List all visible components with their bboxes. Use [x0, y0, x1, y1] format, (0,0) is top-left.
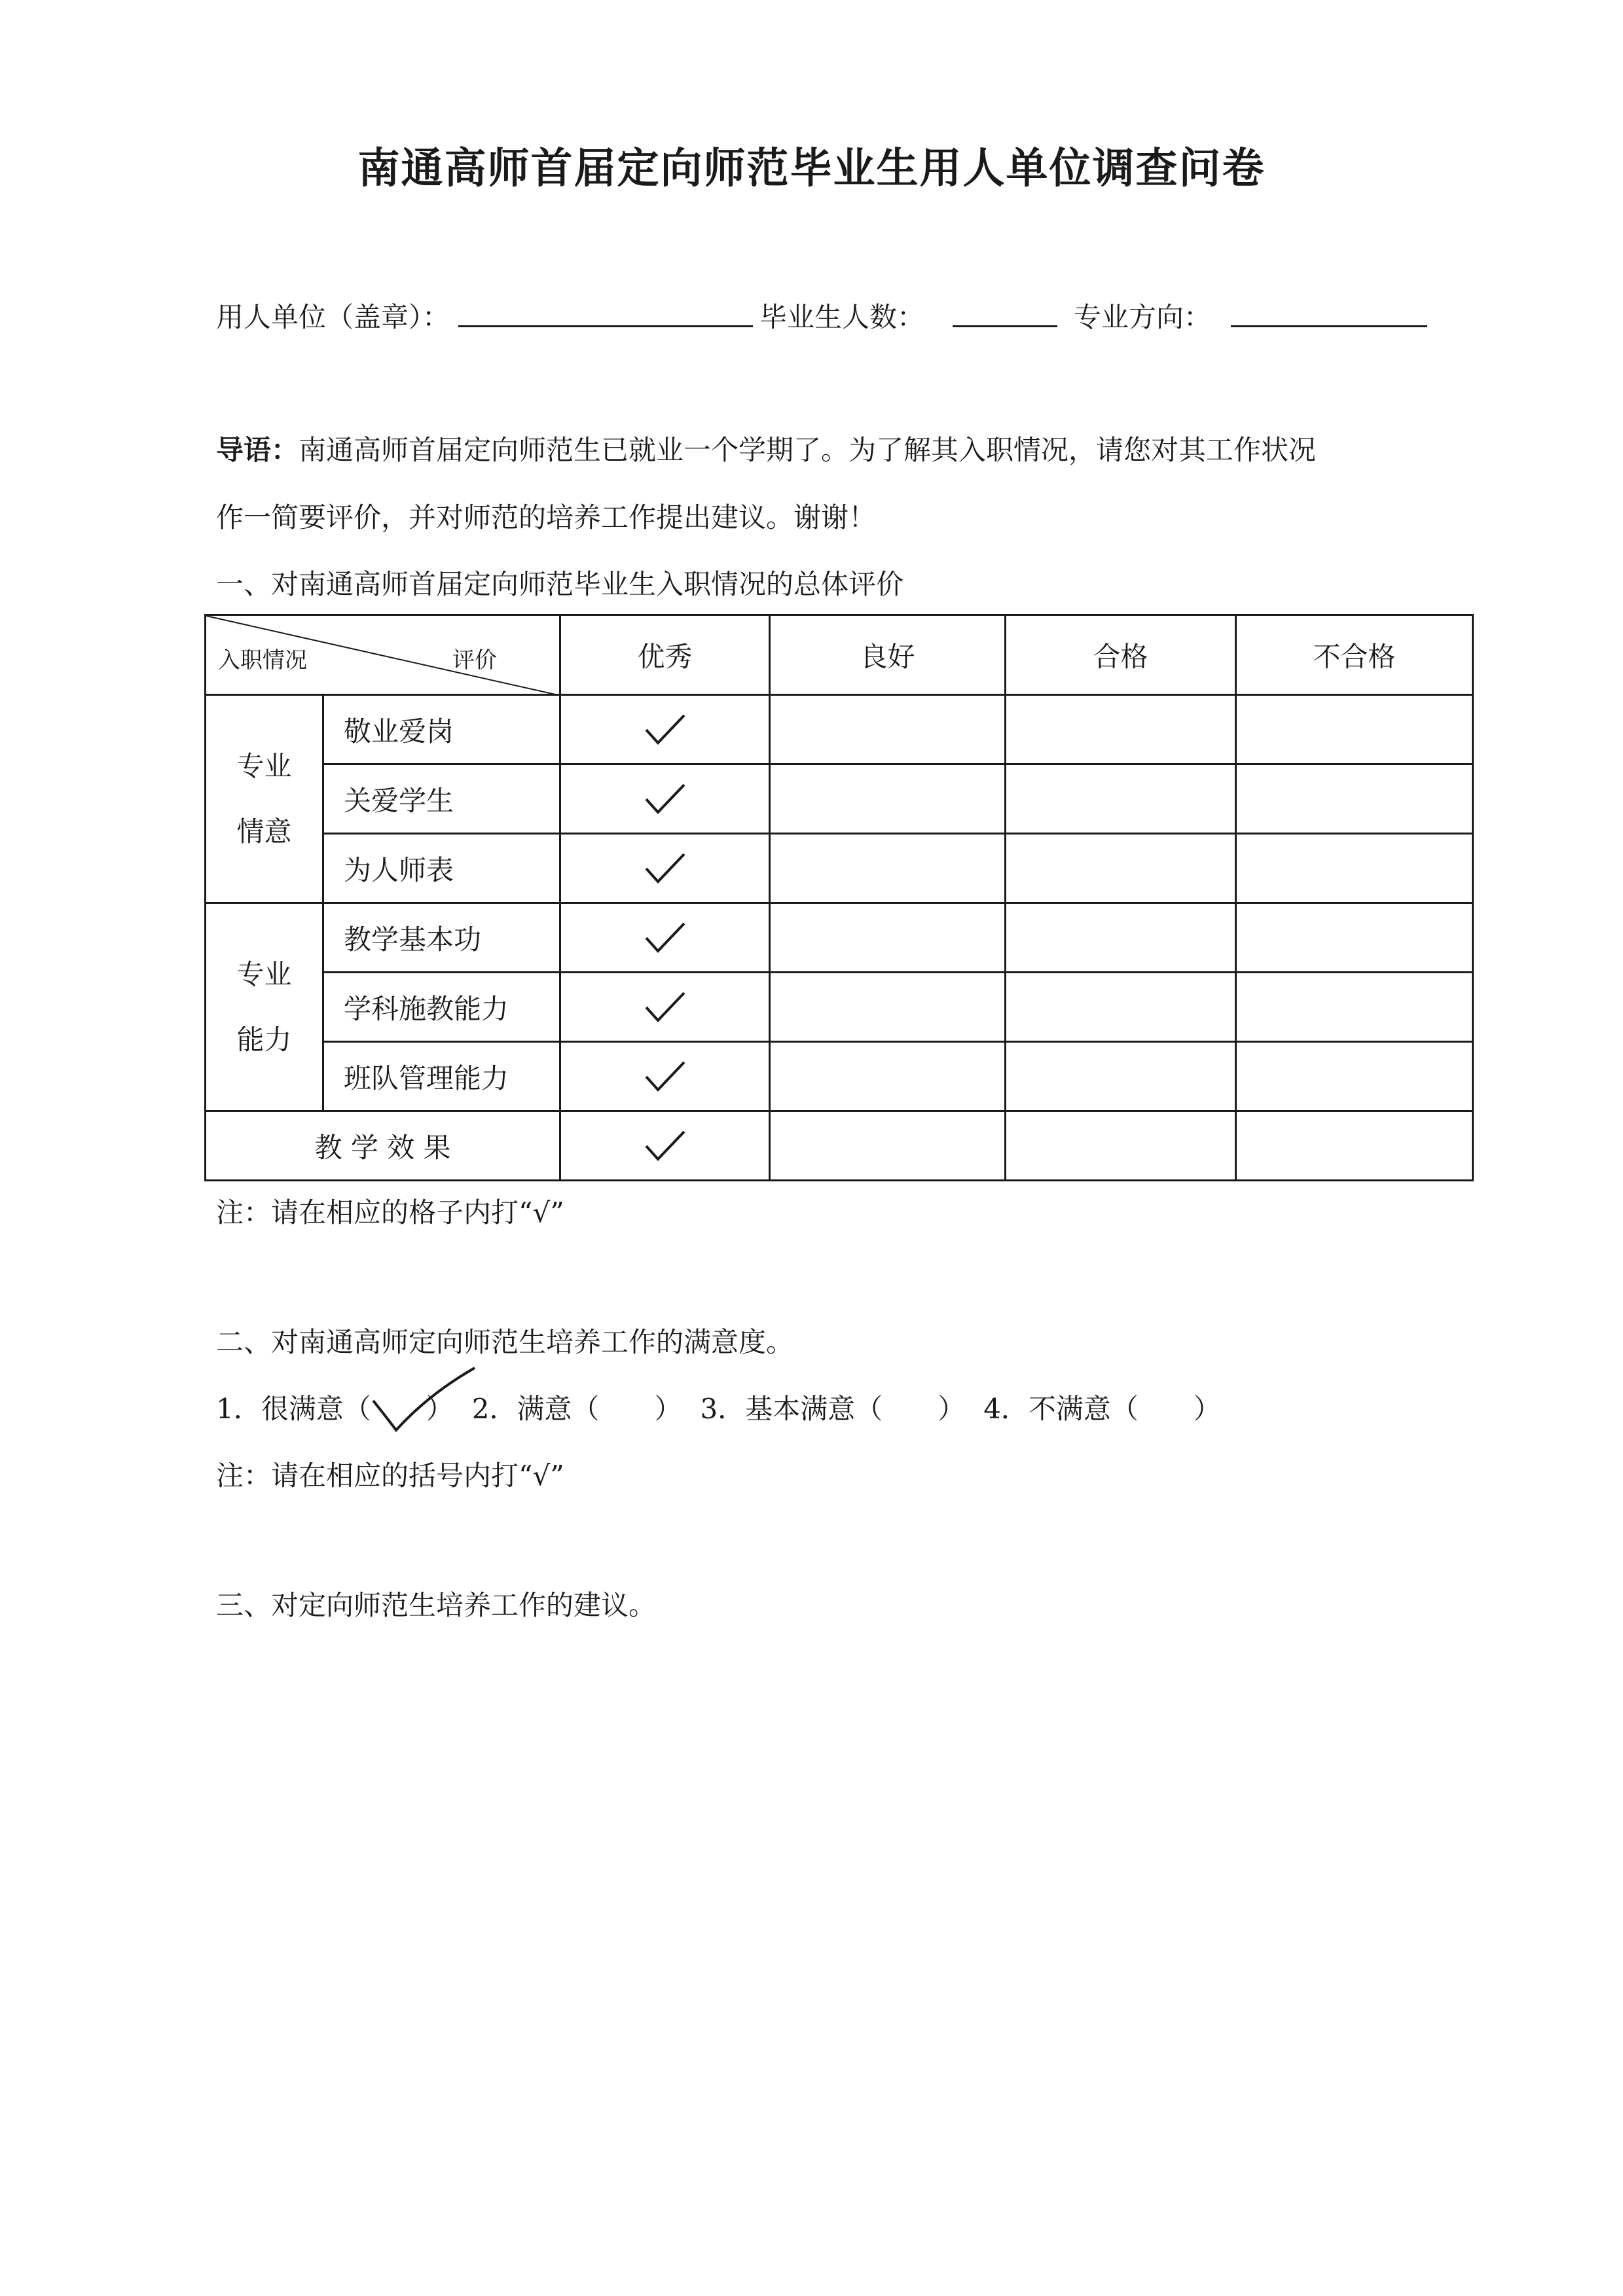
grad-count-field-line: [953, 325, 1057, 327]
option-unsatisfied[interactable]: 4．不满意（ ）: [983, 1393, 1221, 1425]
corner-label-right: 评价: [452, 647, 497, 673]
empty-cell[interactable]: [1236, 973, 1473, 1042]
check-cell[interactable]: [560, 1111, 770, 1181]
row-label: 学科施教能力: [323, 973, 560, 1042]
section1-heading: 一、对南通高师首届定向师范毕业生入职情况的总体评价: [216, 568, 904, 600]
check-cell[interactable]: [560, 695, 770, 764]
group-label-line: 专业: [236, 749, 292, 782]
section2-note: 注：请在相应的括号内打“√”: [216, 1460, 564, 1492]
table-row: [206, 1042, 1473, 1111]
col-header-good: 良好: [770, 615, 1006, 695]
table-row: [206, 973, 1473, 1042]
empty-cell[interactable]: [770, 973, 1006, 1042]
page-title: 南通高师首届定向师范毕业生用人单位调查问卷: [357, 145, 1266, 193]
check-cell[interactable]: [560, 973, 770, 1042]
section1-note: 注：请在相应的格子内打“√”: [216, 1196, 564, 1229]
empty-cell[interactable]: [1236, 834, 1473, 903]
empty-cell[interactable]: [1006, 834, 1236, 903]
group-label-ability: [206, 903, 323, 1111]
section2-heading: 二、对南通高师定向师范生培养工作的满意度。: [216, 1326, 794, 1358]
intro-text-1: 南通高师首届定向师范生已就业一个学期了。为了解其入职情况，请您对其工作状况: [299, 434, 1317, 466]
empty-cell[interactable]: [770, 695, 1006, 764]
check-cell[interactable]: [560, 834, 770, 903]
col-header-excellent: 优秀: [560, 615, 770, 695]
row-label: 教学基本功: [323, 903, 560, 973]
intro-line-1: [216, 429, 1316, 468]
col-header-fail: 不合格: [1236, 615, 1473, 695]
group-label-line: 能力: [236, 1023, 292, 1056]
empty-cell[interactable]: [1006, 695, 1236, 764]
table-row: [206, 903, 1473, 973]
row-label: 关爱学生: [323, 764, 560, 834]
major-field-line: [1231, 325, 1427, 327]
table-row: [206, 764, 1473, 834]
intro-label: 导语：: [216, 434, 299, 466]
group-label-attitude: [206, 695, 323, 903]
corner-cell: [206, 615, 560, 695]
empty-cell[interactable]: [1006, 764, 1236, 834]
major-label: 专业方向：: [1074, 301, 1212, 333]
empty-cell[interactable]: [1236, 903, 1473, 973]
check-icon: [367, 1365, 478, 1437]
empty-cell[interactable]: [770, 903, 1006, 973]
option-basically-satisfied[interactable]: 3．基本满意（ ）: [700, 1393, 966, 1425]
check-icon: [642, 920, 688, 956]
option-satisfied[interactable]: 2．满意（ ）: [471, 1393, 682, 1425]
empty-cell[interactable]: [1236, 1042, 1473, 1111]
check-icon: [642, 711, 688, 747]
table-row: [206, 695, 1473, 764]
empty-cell[interactable]: [770, 1111, 1006, 1181]
check-cell[interactable]: [560, 903, 770, 973]
check-cell[interactable]: [560, 1042, 770, 1111]
check-icon: [642, 781, 688, 817]
intro-line-2: 作一简要评价，并对师范的培养工作提出建议。谢谢！: [216, 501, 877, 533]
row-label: 敬业爱岗: [323, 695, 560, 764]
row-label: 为人师表: [323, 834, 560, 903]
empty-cell[interactable]: [1006, 1042, 1236, 1111]
empty-cell[interactable]: [1236, 1111, 1473, 1181]
empty-cell[interactable]: [1236, 764, 1473, 834]
unit-label: 用人单位（盖章）：: [216, 301, 450, 333]
grad-count-label: 毕业生人数：: [759, 301, 925, 333]
row-label: 班队管理能力: [323, 1042, 560, 1111]
table-row: [206, 834, 1473, 903]
section3-heading: 三、对定向师范生培养工作的建议。: [216, 1589, 657, 1621]
table-row: [206, 1111, 1473, 1181]
option-very-satisfied[interactable]: 1．很满意（ ）: [216, 1393, 454, 1425]
empty-cell[interactable]: [770, 764, 1006, 834]
empty-cell[interactable]: [1006, 1111, 1236, 1181]
corner-label-left: 入职情况: [218, 647, 307, 673]
unit-field-line: [458, 325, 753, 327]
evaluation-table: [204, 614, 1474, 1181]
row-label-teaching-effect: 教 学 效 果: [206, 1111, 560, 1181]
table-header-row: [206, 615, 1473, 695]
group-label-line: 情意: [236, 815, 292, 848]
col-header-pass: 合格: [1006, 615, 1236, 695]
check-icon: [642, 1128, 688, 1164]
empty-cell[interactable]: [770, 834, 1006, 903]
empty-cell[interactable]: [1006, 973, 1236, 1042]
empty-cell[interactable]: [1236, 695, 1473, 764]
check-cell[interactable]: [560, 764, 770, 834]
empty-cell[interactable]: [1006, 903, 1236, 973]
check-icon: [642, 1058, 688, 1094]
empty-cell[interactable]: [770, 1042, 1006, 1111]
check-icon: [642, 850, 688, 886]
group-label-line: 专业: [236, 958, 292, 990]
check-icon: [642, 989, 688, 1025]
